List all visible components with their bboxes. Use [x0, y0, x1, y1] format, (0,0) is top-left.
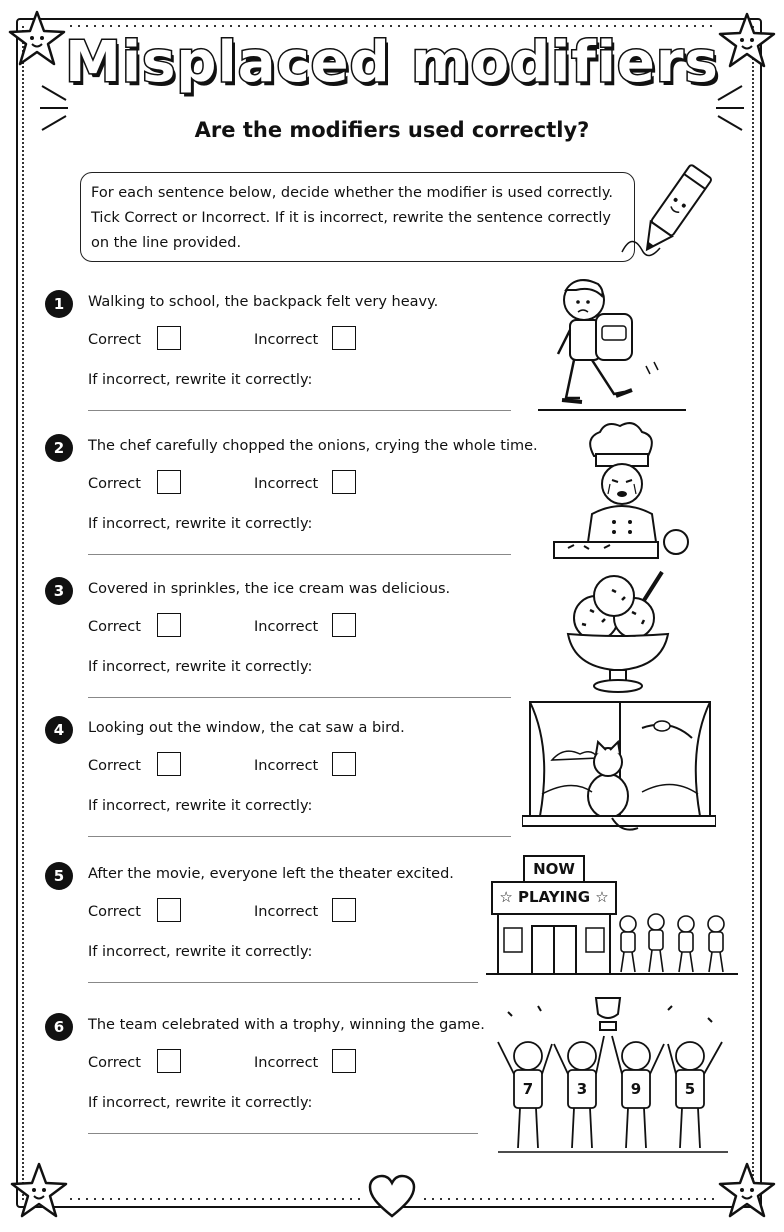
jersey-number: 9 [630, 1080, 642, 1098]
question-text: The chef carefully chopped the onions, crying the whole time. [88, 438, 538, 454]
team-drawing [488, 992, 738, 1164]
incorrect-checkbox[interactable] [332, 613, 356, 637]
jersey-number: 7 [522, 1080, 534, 1098]
correct-label: Correct [88, 904, 141, 920]
team-trophy-illustration [488, 992, 738, 1164]
rewrite-prompt: If incorrect, rewrite it correctly: [88, 659, 313, 675]
incorrect-checkbox[interactable] [332, 326, 356, 350]
correct-label: Correct [88, 476, 141, 492]
instructions-line: For each sentence below, decide whether the modifier is used correctly. [91, 185, 613, 201]
correct-label: Correct [88, 619, 141, 635]
jersey-number: 5 [684, 1080, 696, 1098]
answer-line[interactable] [88, 836, 511, 837]
answer-line[interactable] [88, 697, 511, 698]
rewrite-prompt: If incorrect, rewrite it correctly: [88, 798, 313, 814]
incorrect-label: Incorrect [254, 476, 319, 492]
question-text: The team celebrated with a trophy, winning the game. [88, 1017, 485, 1033]
correct-checkbox[interactable] [157, 752, 181, 776]
question-number: 5 [45, 862, 73, 890]
question-number: 2 [45, 434, 73, 462]
top-dotted-trim [70, 22, 714, 30]
incorrect-checkbox[interactable] [332, 1049, 356, 1073]
question-number: 3 [45, 577, 73, 605]
correct-checkbox[interactable] [157, 898, 181, 922]
answer-line[interactable] [88, 554, 511, 555]
correct-label: Correct [88, 758, 141, 774]
rewrite-prompt: If incorrect, rewrite it correctly: [88, 372, 313, 388]
star-icon [8, 1160, 70, 1222]
cat-window-illustration [522, 698, 716, 840]
incorrect-label: Incorrect [254, 758, 319, 774]
answer-line[interactable] [88, 410, 511, 411]
question-number: 1 [45, 290, 73, 318]
question-number: 6 [45, 1013, 73, 1041]
answer-line[interactable] [88, 1133, 478, 1134]
heart-icon [367, 1174, 417, 1220]
page-subtitle: Are the modifiers used correctly? [194, 118, 590, 142]
rewrite-prompt: If incorrect, rewrite it correctly: [88, 1095, 313, 1111]
incorrect-label: Incorrect [254, 1055, 319, 1071]
rewrite-prompt: If incorrect, rewrite it correctly: [88, 944, 313, 960]
page-title: Misplaced modifiers [65, 30, 719, 95]
question-text: Covered in sprinkles, the ice cream was delicious. [88, 581, 451, 597]
backpack-boy-illustration [536, 270, 688, 414]
theater-sign-now: NOW [533, 860, 575, 878]
question-number: 4 [45, 716, 73, 744]
jersey-number: 3 [576, 1080, 588, 1098]
incorrect-label: Incorrect [254, 619, 319, 635]
correct-checkbox[interactable] [157, 470, 181, 494]
incorrect-checkbox[interactable] [332, 898, 356, 922]
correct-checkbox[interactable] [157, 613, 181, 637]
incorrect-checkbox[interactable] [332, 470, 356, 494]
instructions-line: Tick Correct or Incorrect. If it is incorrect, rewrite the sentence correctly [91, 210, 611, 226]
ice-cream-illustration [562, 566, 674, 698]
question-text: Walking to school, the backpack felt very heavy. [88, 294, 439, 310]
star-icon [716, 1160, 778, 1222]
pencil-icon [612, 162, 722, 272]
kids-group [620, 914, 724, 972]
chef-illustration [548, 418, 694, 564]
theater-sign-playing: ☆ PLAYING ☆ [499, 888, 609, 906]
incorrect-label: Incorrect [254, 904, 319, 920]
correct-label: Correct [88, 1055, 141, 1071]
instructions-box [80, 172, 635, 262]
correct-checkbox[interactable] [157, 1049, 181, 1073]
rewrite-prompt: If incorrect, rewrite it correctly: [88, 516, 313, 532]
answer-line[interactable] [88, 982, 478, 983]
question-text: Looking out the window, the cat saw a bird. [88, 720, 405, 736]
correct-checkbox[interactable] [157, 326, 181, 350]
incorrect-checkbox[interactable] [332, 752, 356, 776]
instructions-line: on the line provided. [91, 235, 242, 251]
theater-illustration [486, 850, 738, 980]
correct-label: Correct [88, 332, 141, 348]
incorrect-label: Incorrect [254, 332, 319, 348]
question-text: After the movie, everyone left the theater excited. [88, 866, 454, 882]
